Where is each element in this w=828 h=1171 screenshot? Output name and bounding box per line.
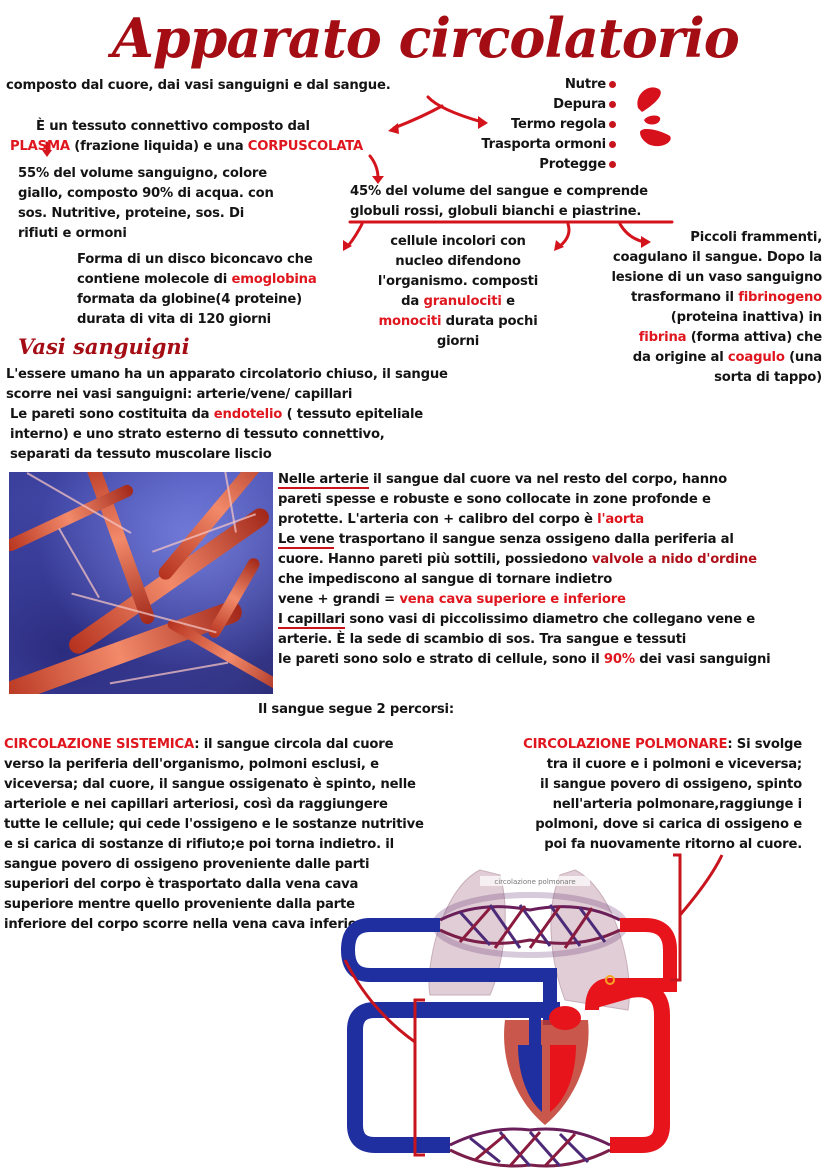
vessels-walls: Le pareti sono costituita da endotelio ( tessuto epiteliale interno) e uno strato esterno di tessuto connettivo, separati da tessuto muscolare liscio — [10, 407, 424, 462]
white-cells-description: cellule incolori con nucleo difendono l'organismo. composti da granulociti e monociti durata pochi giorni — [377, 234, 539, 349]
page-title: Apparato circolatorio — [112, 6, 739, 70]
blood-line2: PLASMA (frazione liquida) e una CORPUSCOLATA — [10, 139, 363, 154]
blood-vessels-image — [9, 472, 273, 694]
function-item: Protegge — [420, 155, 616, 175]
platelets-description: Piccoli frammenti, coagulano il sangue. Dopo la lesione di un vaso sanguigno trasformano il fibrinogeno (proteina inattiva) in fibrina (forma attiva) che da origine al coagulo (una sorta di tappo) — [611, 230, 822, 385]
routes-heading: Il sangue segue 2 percorsi: — [258, 702, 454, 717]
function-item: Depura — [420, 95, 616, 115]
section-title-vessels: Vasi sanguigni — [18, 334, 190, 359]
vessel-types-text: Nelle arterie il sangue dal cuore va nel resto del corpo, hanno pareti spesse e robuste e sono collocate in zone profonde e protette. L'arteria con + calibro del corpo è l'aorta Le vene trasportano il sangue senza ossigeno dalla periferia al cuore. Hanno pareti più sottili, possiedono valvole a nido d'ordine che impediscono al sangue di tornare indietro vene + grandi = vena cava superiore e inferiore I capillari sono vasi di piccolissimo diametro che collegano vene e arterie. È la sede di scambio di sos. Tra sangue e tessuti le pareti sono solo e strato di cellule, sono il 90% dei vasi sanguigni — [278, 472, 771, 667]
plasma-label: PLASMA — [10, 139, 70, 154]
corpuscolata-label: CORPUSCOLATA — [247, 139, 363, 154]
capillaries-label: I capillari — [278, 612, 345, 627]
systemic-circulation: CIRCOLAZIONE SISTEMICA: il sangue circola dal cuore verso la periferia dell'organismo, polmoni esclusi, e viceversa; dal cuore, il sangue ossigenato è spinto, nelle arteriole e nei capillari arteriosi, così da raggiungere tutte le cellule; qui cede l'ossigeno e le sostanze nutritive e si carica di sostanze di rifiuto;e poi torna indietro. il sangue povero di ossigeno proveniente dalle parti superiori del corpo è trasportato dalla vena cava superiore mentre quello proveniente dalla parte inferiore del corpo scorre nella vena cava inferiore. — [4, 737, 424, 932]
corpuscolata-description: 45% del volume del sangue e comprende globuli rossi, globuli bianchi e piastrine. — [350, 184, 648, 219]
function-item: Trasporta ormoni — [420, 135, 616, 155]
plasma-description: 55% del volume sanguigno, colore giallo, composto 90% di acqua. con sos. Nutritive, proteine, sos. Di rifiuti e ormoni — [18, 166, 274, 241]
function-item: Nutre — [420, 75, 616, 95]
blood-line1: È un tessuto connettivo composto dal — [36, 119, 310, 134]
pulmonary-label: CIRCOLAZIONE POLMONARE — [523, 737, 728, 752]
arteries-label: Nelle arterie — [278, 472, 369, 487]
bracket-connectors — [330, 850, 750, 1171]
pulmonary-circulation: CIRCOLAZIONE POLMONARE: Si svolge tra il cuore e i polmoni e viceversa; il sangue povero di ossigeno, spinto nell'arteria polmonare,raggiunge i polmoni, dove si carica di ossigeno e poi fa nuovamente ritorno al cuore. — [523, 737, 802, 852]
veins-label: Le vene — [278, 532, 335, 547]
svg-text:circolazione polmonare: circolazione polmonare — [494, 878, 576, 886]
red-cells-description: Forma di un disco biconcavo che contiene molecole di emoglobina formata da globine(4 proteine) durata di vita di 120 giorni — [77, 252, 317, 327]
intro-text: composto dal cuore, dai vasi sanguigni e dal sangue. — [6, 78, 391, 93]
vessels-intro: L'essere umano ha un apparato circolatorio chiuso, il sangue scorre nei vasi sanguigni: arterie/vene/ capillari — [6, 367, 448, 402]
systemic-label: CIRCOLAZIONE SISTEMICA — [4, 737, 195, 752]
function-item: Termo regola — [420, 115, 616, 135]
